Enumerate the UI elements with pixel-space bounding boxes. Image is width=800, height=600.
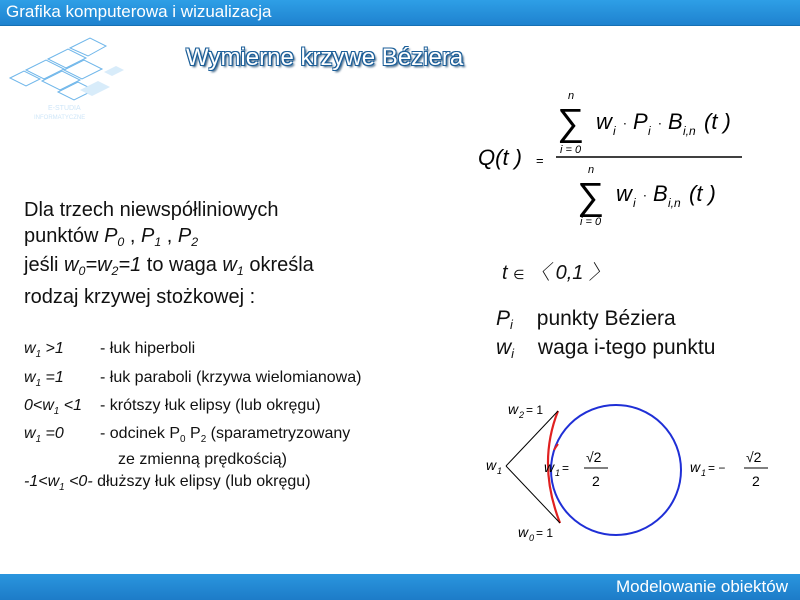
case-short-ellipse-text: - krótszy łuk elipsy (lub okręgu) [100, 397, 321, 414]
w1-negative-label: w [690, 459, 701, 475]
svg-text:1: 1 [497, 466, 503, 476]
pos-frac-den: 2 [592, 473, 600, 489]
formula-eq: = [536, 153, 544, 168]
w1-left-label: w [486, 457, 497, 473]
legend-weights: $w_i$ waga i-tego punktu [496, 336, 716, 361]
pos-frac-num: √2 [586, 449, 602, 465]
logo-line2: INFORMATYCZNE [34, 115, 86, 121]
intro-line1: Dla trzech niewspółliniowych [24, 199, 279, 221]
case-hyperbola: $w_1 >1$ [24, 340, 64, 360]
den-sum-bottom: i = 0 [580, 216, 602, 228]
intro-line4: rodzaj krzywej stożkowej : [24, 286, 256, 308]
w1-positive-label: w [544, 459, 555, 475]
svg-text:i: i [613, 124, 616, 138]
num-p: P [633, 109, 648, 134]
case-hyperbola-text: - łuk hiperboli [100, 340, 196, 357]
grid-logo-icon [6, 30, 126, 122]
section-title: Modelowanie obiektów [616, 577, 788, 596]
svg-text:(t ): (t ) [689, 181, 716, 206]
legend-points: $P_i$ punkty Béziera [496, 307, 676, 332]
w2-label: w [508, 401, 519, 417]
case-short-ellipse: $0<w_1 <1$ [24, 397, 82, 417]
case-segment-cont: ze zmienną prędkością) [118, 451, 287, 468]
neg-frac-num: √2 [746, 449, 762, 465]
logo-line1: E-STUDIA [48, 105, 81, 112]
full-circle [551, 405, 681, 535]
svg-text:= 1: = 1 [536, 526, 554, 540]
intro-line3: jeśli $w_0=w_2=1$ to waga $w_1$ określa [24, 254, 314, 278]
bottom-bar [0, 574, 800, 600]
svg-text:(t ): (t ) [704, 109, 731, 134]
intro-line2: punktów $P_0$ , $P_1$ , $P_2$ [24, 225, 199, 249]
svg-text:= −: = − [708, 461, 726, 475]
case-parabola-text: - łuk paraboli (krzywa wielomianowa) [100, 369, 362, 386]
top-bar [0, 0, 800, 26]
case-segment: $w_1 =0$ [24, 425, 64, 445]
svg-text:⋅: ⋅ [643, 189, 647, 203]
slide-title: Wymierne krzywe Béziera [186, 44, 464, 71]
conic-weights-diagram [480, 392, 790, 552]
den-w: w [616, 181, 632, 206]
num-b: B [668, 109, 683, 134]
svg-text:1: 1 [555, 468, 561, 478]
e-studia-logo [6, 30, 126, 127]
svg-text:= 1: = 1 [526, 403, 544, 417]
case-long-ellipse: $-1<w_1 <0-$ dłuższy łuk elipsy (lub okręgu) [24, 473, 311, 493]
neg-frac-den: 2 [752, 473, 760, 489]
num-w: w [596, 109, 612, 134]
svg-text:i,n: i,n [668, 196, 681, 210]
w0-label: w [518, 524, 529, 540]
svg-text:⋅: ⋅ [623, 117, 627, 131]
svg-text:i,n: i,n [683, 124, 696, 138]
svg-text:=: = [562, 461, 570, 475]
formula-lhs: Q(t ) [478, 145, 522, 170]
case-parabola: $w_1 =1$ [24, 369, 64, 389]
t-domain: t ∈ 〈 0,1 〉 [502, 262, 609, 284]
svg-text:0: 0 [529, 533, 535, 543]
svg-text:⋅: ⋅ [658, 117, 662, 131]
svg-text:1: 1 [701, 468, 707, 478]
num-sigma: ∑ [557, 102, 585, 144]
den-b: B [653, 181, 668, 206]
rational-bezier-formula [470, 85, 770, 235]
case-segment-text: - odcinek $P_0$ $P_2$ (sparametryzowany [100, 425, 351, 445]
den-sigma: ∑ [577, 176, 605, 218]
course-title: Grafika komputerowa i wizualizacja [6, 2, 272, 21]
svg-text:i: i [648, 124, 651, 138]
den-sum-top: n [588, 164, 595, 176]
num-sum-bottom: i = 0 [560, 144, 582, 156]
num-sum-top: n [568, 90, 575, 102]
svg-text:i: i [633, 196, 636, 210]
svg-text:2: 2 [519, 410, 525, 420]
